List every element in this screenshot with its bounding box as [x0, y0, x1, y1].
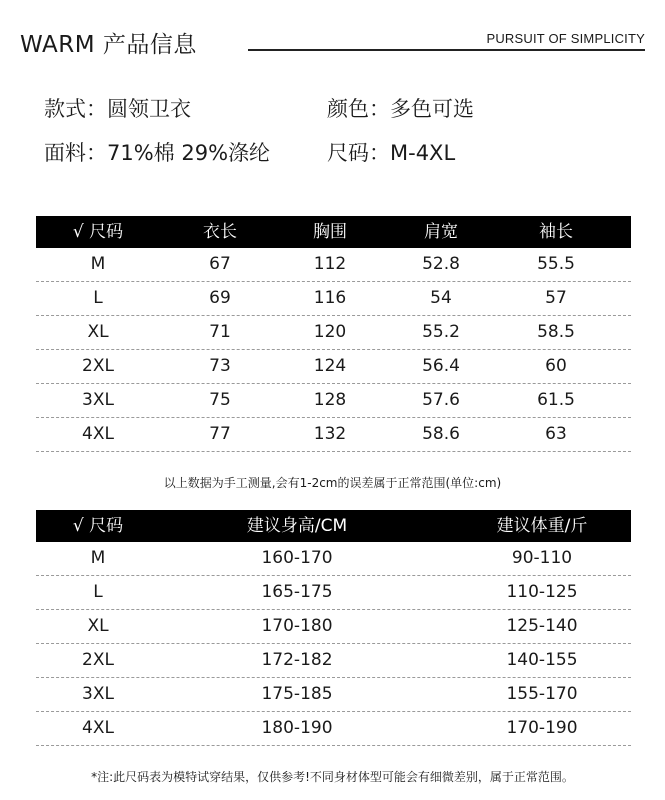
cell-length: 73 [209, 356, 231, 376]
cell-chest: 128 [313, 390, 347, 410]
page-title: WARM 产品信息 [20, 32, 197, 58]
cell-sleeve: 60 [545, 356, 567, 376]
cell-sleeve: 63 [545, 424, 567, 444]
header-rule [248, 49, 645, 51]
header-sleeve: 袖长 [539, 222, 573, 242]
size-recommendation-table [36, 510, 631, 746]
info-fabric: 面料：71%棉 29%涤纶 [44, 141, 271, 165]
table-row [36, 350, 631, 384]
cell-size: 3XL [82, 684, 114, 704]
cell-shoulder: 58.6 [422, 424, 460, 444]
cell-size: L [93, 582, 103, 602]
cell-weight: 90-110 [511, 548, 573, 568]
header-chest: 胸围 [313, 222, 347, 242]
cell-size: M [90, 254, 106, 274]
table-row [36, 248, 631, 282]
cell-sleeve: 58.5 [537, 322, 575, 342]
table-row [36, 576, 631, 610]
table-row [36, 712, 631, 746]
cell-shoulder: 52.8 [422, 254, 460, 274]
cell-height: 170-180 [261, 616, 333, 636]
table-row [36, 678, 631, 712]
cell-length: 69 [209, 288, 231, 308]
cell-shoulder: 55.2 [422, 322, 460, 342]
header [20, 26, 645, 58]
table-row [36, 418, 631, 452]
cell-height: 160-170 [261, 548, 333, 568]
fit-note: *注:此尺码表为模特试穿结果，仅供参考!不同身材体型可能会有细微差别，属于正常范围。 [91, 770, 574, 784]
cell-shoulder: 54 [430, 288, 452, 308]
cell-size: 4XL [82, 424, 114, 444]
header-size: √ 尺码 [72, 516, 124, 536]
table-header [36, 510, 631, 542]
cell-shoulder: 56.4 [422, 356, 460, 376]
info-style: 款式：圆领卫衣 [44, 97, 191, 121]
cell-size: 4XL [82, 718, 114, 738]
table-row [36, 610, 631, 644]
header-height: 建议身高/CM [246, 516, 348, 536]
cell-chest: 132 [313, 424, 347, 444]
table-row [36, 282, 631, 316]
cell-sleeve: 61.5 [537, 390, 575, 410]
cell-height: 172-182 [261, 650, 333, 670]
header-weight: 建议体重/斤 [496, 516, 588, 536]
cell-length: 77 [209, 424, 231, 444]
cell-size: 3XL [82, 390, 114, 410]
measurement-note: 以上数据为手工测量,会有1-2cm的误差属于正常范围(单位:cm) [163, 476, 502, 490]
table-row [36, 644, 631, 678]
header-length: 衣长 [203, 222, 237, 242]
cell-length: 67 [209, 254, 231, 274]
size-measurement-table [36, 216, 631, 452]
cell-size: L [93, 288, 103, 308]
cell-weight: 170-190 [506, 718, 578, 738]
cell-height: 180-190 [261, 718, 333, 738]
cell-sleeve: 55.5 [537, 254, 575, 274]
info-color: 颜色：多色可选 [327, 97, 474, 121]
table-row [36, 384, 631, 418]
header-size: √ 尺码 [72, 222, 124, 242]
cell-shoulder: 57.6 [422, 390, 460, 410]
cell-sleeve: 57 [545, 288, 567, 308]
cell-size: XL [87, 616, 109, 636]
cell-length: 75 [209, 390, 231, 410]
cell-size: XL [87, 322, 109, 342]
cell-chest: 112 [313, 254, 347, 274]
cell-weight: 125-140 [506, 616, 578, 636]
cell-chest: 124 [313, 356, 347, 376]
table-header [36, 216, 631, 248]
header-shoulder: 肩宽 [424, 222, 458, 242]
cell-height: 165-175 [261, 582, 333, 602]
cell-size: 2XL [82, 650, 114, 670]
cell-length: 71 [209, 322, 231, 342]
cell-size: M [90, 548, 106, 568]
cell-weight: 110-125 [506, 582, 578, 602]
info-size: 尺码：M-4XL [327, 141, 456, 165]
cell-chest: 116 [313, 288, 347, 308]
cell-chest: 120 [313, 322, 347, 342]
cell-size: 2XL [82, 356, 114, 376]
cell-weight: 155-170 [506, 684, 578, 704]
cell-weight: 140-155 [506, 650, 578, 670]
table-row [36, 316, 631, 350]
cell-height: 175-185 [261, 684, 333, 704]
table-row [36, 542, 631, 576]
slogan: PURSUIT OF SIMPLICITY [486, 31, 645, 46]
